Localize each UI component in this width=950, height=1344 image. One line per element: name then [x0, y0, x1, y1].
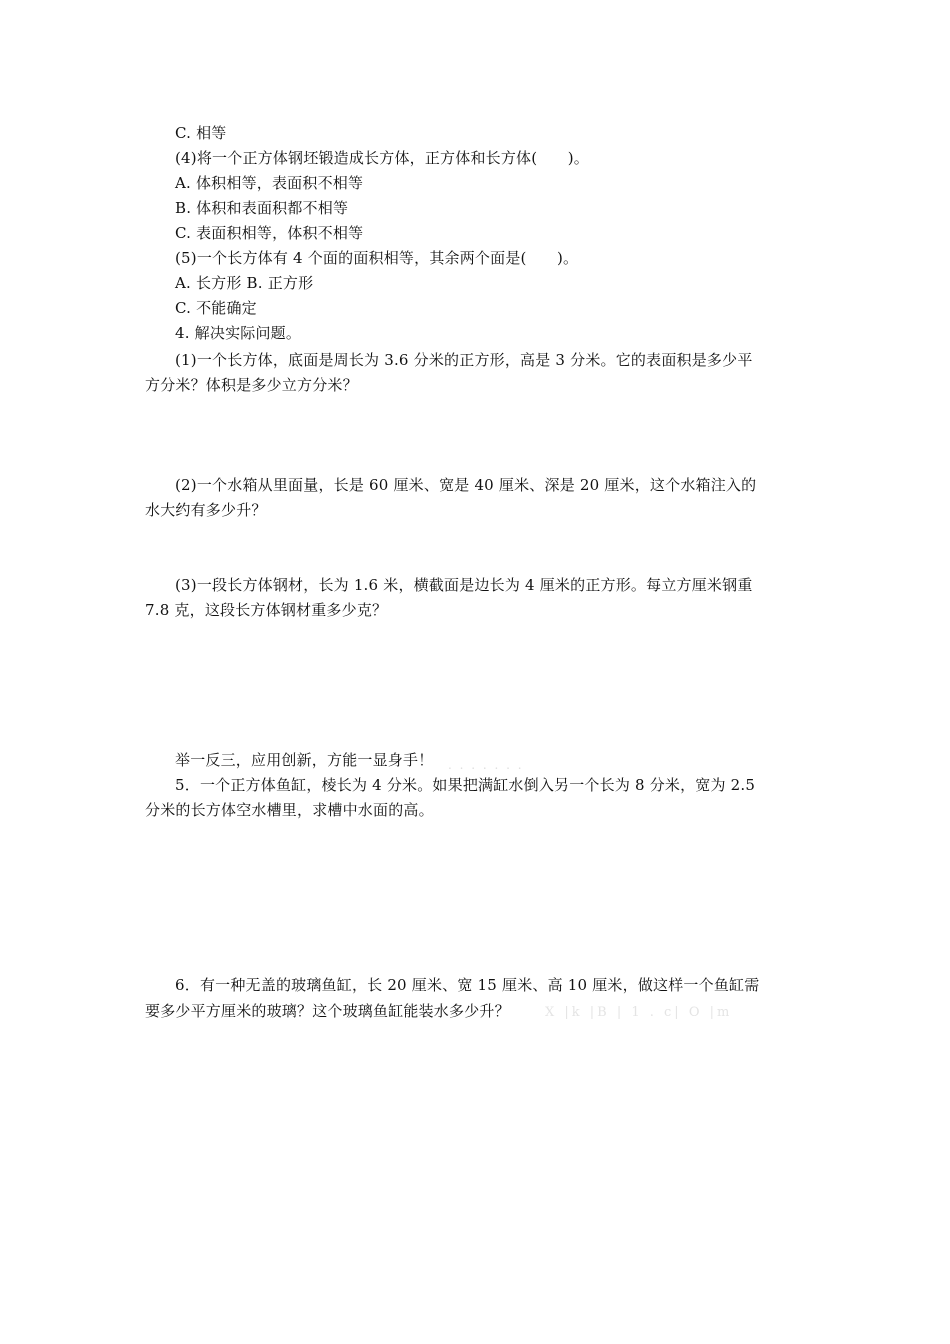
problem6-line2: 要多少平方厘米的玻璃？这个玻璃鱼缸能装水多少升？	[145, 1002, 510, 1020]
heading-watermark: . . . . . . .	[448, 758, 524, 772]
problem5-line1: 5．一个正方体鱼缸，棱长为 4 分米。如果把满缸水倒入另一个长为 8 分米，宽为 2.5	[175, 776, 756, 794]
problem2-line2: 水大约有多少升？	[145, 501, 267, 519]
problem3-line2: 7.8 克，这段长方体钢材重多少克？	[145, 601, 388, 619]
q4-option-a: A. 体积相等，表面积不相等	[175, 174, 364, 192]
problem3-line1: (3)一段长方体钢材，长为 1.6 米，横截面是边长为 4 厘米的正方形。每立方厘米钢重	[175, 576, 753, 594]
q4-option-c: C. 表面积相等，体积不相等	[175, 224, 364, 242]
line-watermark: X |k |B | 1 . c| O |m	[545, 1005, 733, 1020]
q4-option-b: B. 体积和表面积都不相等	[175, 199, 349, 217]
q5-stem: (5)一个长方体有 4 个面的面积相等，其余两个面是( )。	[175, 249, 579, 267]
section4-title: 4. 解决实际问题。	[175, 324, 302, 342]
problem6-line1: 6．有一种无盖的玻璃鱼缸，长 20 厘米、宽 15 厘米、高 10 厘米，做这样一个鱼缸需	[175, 976, 760, 994]
problem1-line2: 方分米？体积是多少立方分米？	[145, 376, 358, 394]
problem5-line2: 分米的长方体空水槽里，求槽中水面的高。	[145, 801, 434, 819]
q4-stem: (4)将一个正方体钢坯锻造成长方体，正方体和长方体( )。	[175, 149, 589, 167]
extension-heading: 举一反三，应用创新，方能一显身手！	[175, 751, 434, 769]
problem2-line1: (2)一个水箱从里面量，长是 60 厘米、宽是 40 厘米、深是 20 厘米，这个水箱注入的	[175, 476, 757, 494]
q5-option-c: C. 不能确定	[175, 299, 257, 317]
q3-option-c: C. 相等	[175, 124, 227, 142]
q5-options-ab: A. 长方形 B. 正方形	[175, 274, 314, 292]
problem1-line1: (1)一个长方体，底面是周长为 3.6 分米的正方形，高是 3 分米。它的表面积是多少平	[175, 351, 753, 369]
